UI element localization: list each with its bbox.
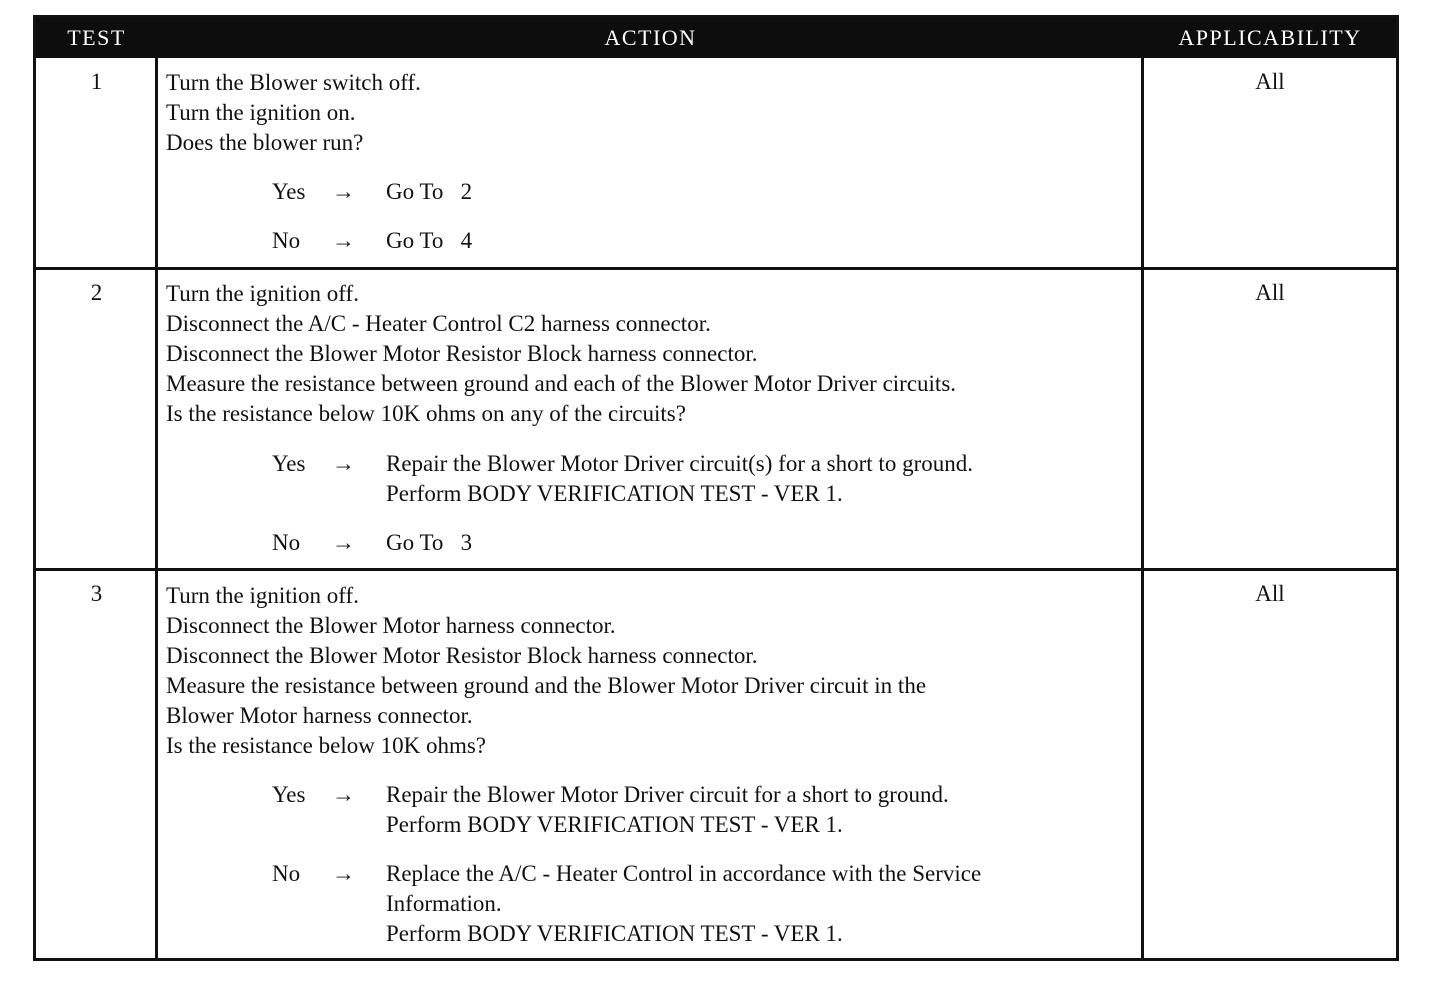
answer-label: Yes [272, 451, 306, 476]
result-text: Go To 2 [386, 179, 473, 204]
answer-label: No [272, 228, 301, 253]
row-divider [36, 568, 1396, 571]
applicability-value: All [1255, 280, 1285, 305]
test-number: 2 [90, 280, 103, 305]
test-number: 3 [90, 581, 103, 606]
action-steps [166, 68, 1141, 158]
arrow-icon: → [332, 179, 355, 204]
action-step: Turn the Blower switch off. [166, 70, 421, 95]
action-step: Blower Motor harness connector. [166, 703, 473, 728]
arrow-icon: → [332, 228, 355, 253]
column-divider [155, 58, 158, 958]
action-step: Turn the ignition on. [166, 100, 356, 125]
action-step: Is the resistance below 10K ohms? [166, 733, 487, 758]
test-number: 1 [90, 69, 103, 94]
action-step: Does the blower run? [166, 130, 364, 155]
action-step: Disconnect the A/C - Heater Control C2 harness connector. [166, 311, 711, 336]
result-text: Go To 3 [386, 530, 473, 555]
answer-label: Yes [272, 782, 306, 807]
answer-label: No [272, 530, 301, 555]
answer-label: Yes [272, 179, 306, 204]
action-step: Measure the resistance between ground and the Blower Motor Driver circuit in the [166, 673, 927, 698]
arrow-icon: → [332, 530, 355, 555]
arrow-icon: → [332, 861, 355, 886]
result-text: Repair the Blower Motor Driver circuit(s) for a short to ground. [386, 451, 973, 476]
action-step: Turn the ignition off. [166, 281, 359, 306]
action-step: Disconnect the Blower Motor Resistor Block harness connector. [166, 643, 758, 668]
action-step: Is the resistance below 10K ohms on any of the circuits? [166, 401, 686, 426]
result-text: Perform BODY VERIFICATION TEST - VER 1. [386, 481, 843, 506]
applicability-value: All [1255, 581, 1285, 606]
diagnostic-table [33, 15, 1399, 961]
result-text: Repair the Blower Motor Driver circuit for a short to ground. [386, 782, 949, 807]
header-test: TEST [67, 25, 126, 50]
header-applicability: APPLICABILITY [1178, 25, 1362, 50]
result-text: Information. [386, 891, 502, 916]
table-header [36, 18, 1396, 58]
arrow-icon: → [332, 451, 355, 476]
result-text: Perform BODY VERIFICATION TEST - VER 1. [386, 921, 843, 946]
action-step: Disconnect the Blower Motor Resistor Block harness connector. [166, 341, 758, 366]
result-text: Replace the A/C - Heater Control in accordance with the Service [386, 861, 982, 886]
action-step: Disconnect the Blower Motor harness connector. [166, 613, 616, 638]
action-steps [166, 279, 1141, 429]
arrow-icon: → [332, 782, 355, 807]
result-text: Perform BODY VERIFICATION TEST - VER 1. [386, 812, 843, 837]
action-steps [166, 581, 1141, 761]
row-divider [36, 267, 1396, 270]
result-text: Go To 4 [386, 228, 473, 253]
applicability-value: All [1255, 69, 1285, 94]
action-step: Measure the resistance between ground and each of the Blower Motor Driver circuits. [166, 371, 957, 396]
action-step: Turn the ignition off. [166, 583, 359, 608]
header-action: ACTION [604, 25, 697, 50]
answer-label: No [272, 861, 301, 886]
column-divider [1141, 58, 1144, 958]
